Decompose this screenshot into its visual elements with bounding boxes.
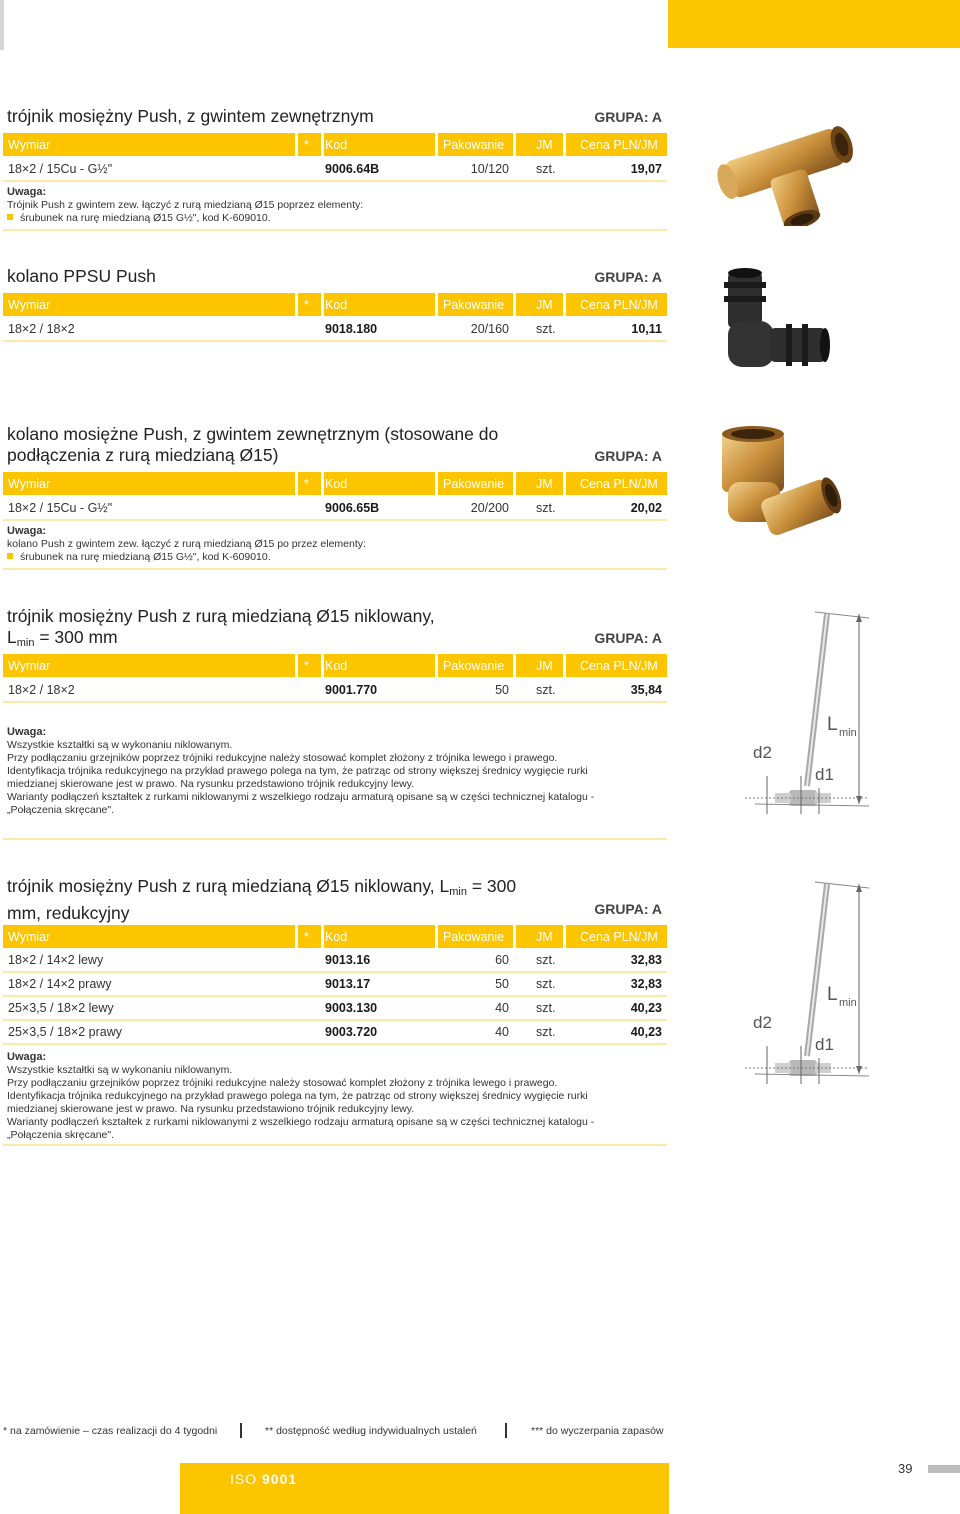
section-4-note bbox=[7, 726, 667, 817]
section-3-title-line-1: kolano mosiężne Push, z gwintem zewnętrznym (stosowane do bbox=[7, 424, 499, 444]
cell-pakowanie: 50 bbox=[495, 683, 509, 697]
title-a: trójnik mosiężny Push z rurą miedzianą Ø15 niklowany, L bbox=[7, 876, 450, 896]
note-line: „Połączenia skręcane". bbox=[7, 1129, 115, 1141]
section-5-title-line-2: mm, redukcyjny bbox=[7, 903, 130, 923]
header-cena: Cena PLN/JM bbox=[580, 477, 658, 491]
uwaga-label: Uwaga: bbox=[7, 726, 47, 738]
title-min-subscript: min bbox=[449, 886, 467, 898]
footer-separator bbox=[240, 1423, 242, 1438]
label-l: L bbox=[827, 984, 838, 1005]
table-row bbox=[3, 997, 667, 1021]
header-cena: Cena PLN/JM bbox=[580, 138, 658, 152]
title-l: L bbox=[7, 627, 17, 647]
cell-jm: szt. bbox=[536, 162, 556, 176]
table-row bbox=[3, 973, 667, 997]
cell-pakowanie: 60 bbox=[495, 953, 509, 967]
cell-cena: 32,83 bbox=[630, 977, 662, 991]
note-line: Warianty podłączeń kształtek z rurkami niklowanymi z wszelkiego rodzaju armaturą opisane są w części technicznej katalogu - bbox=[7, 1116, 595, 1128]
grupa-label: GRUPA: bbox=[594, 448, 649, 464]
cell-cena: 20,02 bbox=[630, 501, 662, 515]
cell-jm: szt. bbox=[536, 501, 556, 515]
cell-kod: 9013.16 bbox=[325, 953, 371, 967]
section-4-table-header bbox=[3, 654, 667, 677]
note-line: kolano Push z gwintem zew. łączyć z rurą miedzianą Ø15 po przez elementy: bbox=[7, 538, 366, 550]
cell-pakowanie: 50 bbox=[495, 977, 509, 991]
iso-9001-logo bbox=[230, 1471, 297, 1487]
grupa-value: A bbox=[651, 448, 662, 464]
table-row bbox=[3, 318, 667, 342]
note-line: Identyfikacja trójnika redukcyjnego na przykład prawego polega na tym, że patrząc od strony większej średnicy wygięcie rurki bbox=[7, 765, 588, 777]
table-row bbox=[3, 1021, 667, 1045]
footer-note-2: ** dostępność według indywidualnych ustaleń bbox=[265, 1425, 477, 1437]
cell-kod: 9001.770 bbox=[325, 683, 378, 697]
header-pakowanie: Pakowanie bbox=[443, 477, 505, 491]
header-pakowanie: Pakowanie bbox=[443, 298, 505, 312]
uwaga-label: Uwaga: bbox=[7, 186, 47, 198]
cell-jm: szt. bbox=[536, 683, 556, 697]
table-row bbox=[3, 497, 667, 521]
cell-wymiar: 18×2 / 18×2 bbox=[8, 322, 75, 336]
label-min: min bbox=[839, 727, 857, 739]
header-jm: JM bbox=[536, 659, 553, 673]
cell-wymiar: 18×2 / 15Cu - G½" bbox=[8, 501, 113, 515]
section-5-grupa bbox=[560, 901, 662, 917]
tee-pipe-dimension-diagram bbox=[745, 608, 877, 823]
section-divider bbox=[3, 838, 667, 840]
header-kod: Kod bbox=[325, 477, 348, 491]
grupa-value: A bbox=[651, 901, 662, 917]
section-5-table-header bbox=[3, 925, 667, 948]
header-wymiar: Wymiar bbox=[8, 659, 51, 673]
cell-kod: 9006.64B bbox=[325, 162, 380, 176]
header-star: * bbox=[304, 930, 309, 944]
header-jm: JM bbox=[536, 477, 553, 491]
header-kod: Kod bbox=[325, 930, 348, 944]
cell-pakowanie: 10/120 bbox=[470, 162, 509, 176]
section-4-title-line-1: trójnik mosiężny Push z rurą miedzianą Ø15 niklowany, bbox=[7, 606, 435, 626]
grupa-label: GRUPA: bbox=[594, 109, 649, 125]
table-row bbox=[3, 158, 667, 182]
cell-jm: szt. bbox=[536, 953, 556, 967]
section-1-note bbox=[7, 186, 667, 225]
section-3-title bbox=[7, 424, 547, 466]
cell-cena: 10,11 bbox=[631, 322, 662, 336]
header-kod: Kod bbox=[325, 298, 348, 312]
note-line: „Połączenia skręcane". bbox=[7, 804, 115, 816]
page-number-bar bbox=[928, 1465, 960, 1473]
section-4-title bbox=[7, 606, 547, 654]
header-kod: Kod bbox=[325, 659, 348, 673]
section-5-note bbox=[7, 1051, 667, 1142]
ppsu-elbow-fitting-image bbox=[714, 266, 832, 384]
note-bullet bbox=[7, 551, 667, 564]
section-4-grupa bbox=[560, 630, 662, 646]
footer-note-3: *** do wyczerpania zapasów bbox=[531, 1425, 664, 1437]
cell-jm: szt. bbox=[536, 977, 556, 991]
header-cena: Cena PLN/JM bbox=[580, 930, 658, 944]
header-star: * bbox=[304, 298, 309, 312]
cell-cena: 32,83 bbox=[630, 953, 662, 967]
header-cena: Cena PLN/JM bbox=[580, 298, 658, 312]
label-d2: d2 bbox=[753, 1013, 772, 1032]
title-b: = 300 bbox=[466, 876, 517, 896]
header-wymiar: Wymiar bbox=[8, 138, 51, 152]
header-wymiar: Wymiar bbox=[8, 298, 51, 312]
grupa-label: GRUPA: bbox=[594, 630, 649, 646]
bullet-marker bbox=[7, 553, 13, 559]
note-line: Trójnik Push z gwintem zew. łączyć z rurą miedzianą Ø15 poprzez elementy: bbox=[7, 199, 364, 211]
header-kod: Kod bbox=[325, 138, 348, 152]
section-5-title bbox=[7, 876, 547, 924]
footer-separator bbox=[505, 1423, 507, 1438]
note-line: miedzianej skierowane jest w prawo. Na rysunku przedstawiono trójnik redukcyjny lewy. bbox=[7, 1103, 415, 1115]
header-wymiar: Wymiar bbox=[8, 930, 51, 944]
note-line: Wszystkie kształtki są w wykonaniu niklowanym. bbox=[7, 1064, 233, 1076]
title-rest: = 300 mm bbox=[34, 627, 118, 647]
label-d2: d2 bbox=[753, 743, 772, 762]
page-number: 39 bbox=[898, 1461, 913, 1476]
cell-kod: 9006.65B bbox=[325, 501, 380, 515]
brass-elbow-fitting-image bbox=[714, 424, 842, 544]
cell-wymiar: 25×3,5 / 18×2 prawy bbox=[8, 1025, 122, 1039]
header-pakowanie: Pakowanie bbox=[443, 930, 505, 944]
section-1-title: trójnik mosiężny Push, z gwintem zewnętrznym bbox=[7, 106, 374, 126]
cell-wymiar: 25×3,5 / 18×2 lewy bbox=[8, 1001, 114, 1015]
left-edge-bar bbox=[0, 0, 4, 50]
section-1-grupa bbox=[560, 109, 662, 125]
note-line: Przy podłączaniu grzejników poprzez trójniki redukcyjne należy stosować komplet złożony z trójnika lewego i prawego. bbox=[7, 752, 558, 764]
label-l: L bbox=[827, 714, 838, 735]
title-min-subscript: min bbox=[16, 637, 35, 649]
uwaga-label: Uwaga: bbox=[7, 525, 47, 537]
note-line: Identyfikacja trójnika redukcyjnego na przykład prawego polega na tym, że patrząc od strony większej średnicy wygięcie rurki bbox=[7, 1090, 588, 1102]
header-star: * bbox=[304, 477, 309, 491]
cell-wymiar: 18×2 / 18×2 bbox=[8, 683, 75, 697]
cell-jm: szt. bbox=[536, 1025, 556, 1039]
header-star: * bbox=[304, 659, 309, 673]
section-2-table-header bbox=[3, 293, 667, 316]
header-jm: JM bbox=[536, 298, 553, 312]
grupa-label: GRUPA: bbox=[594, 901, 649, 917]
cell-pakowanie: 20/200 bbox=[470, 501, 509, 515]
grupa-value: A bbox=[651, 269, 662, 285]
section-3-title-line-2: podłączenia z rurą miedzianą Ø15) bbox=[7, 445, 279, 465]
note-line: Przy podłączaniu grzejników poprzez trójniki redukcyjne należy stosować komplet złożony z trójnika lewego i prawego. bbox=[7, 1077, 558, 1089]
cell-wymiar: 18×2 / 14×2 lewy bbox=[8, 953, 104, 967]
section-4-title-line-2 bbox=[7, 627, 547, 654]
header-jm: JM bbox=[536, 930, 553, 944]
cell-wymiar: 18×2 / 14×2 prawy bbox=[8, 977, 112, 991]
cell-pakowanie: 40 bbox=[495, 1001, 509, 1015]
cell-cena: 35,84 bbox=[630, 683, 662, 697]
cell-jm: szt. bbox=[536, 1001, 556, 1015]
section-divider bbox=[3, 568, 667, 570]
table-row bbox=[3, 679, 667, 703]
bullet-text: śrubunek na rurę miedzianą Ø15 G½", kod K-609010. bbox=[20, 212, 271, 224]
note-bullet bbox=[7, 212, 667, 225]
grupa-value: A bbox=[651, 630, 662, 646]
table-row bbox=[3, 949, 667, 973]
section-divider bbox=[3, 1144, 667, 1146]
header-pakowanie: Pakowanie bbox=[443, 659, 505, 673]
iso-number: 9001 bbox=[262, 1471, 298, 1487]
cell-kod: 9003.130 bbox=[325, 1001, 378, 1015]
header-wymiar: Wymiar bbox=[8, 477, 51, 491]
uwaga-label: Uwaga: bbox=[7, 1051, 47, 1063]
section-divider bbox=[3, 229, 667, 231]
note-line: miedzianej skierowane jest w prawo. Na rysunku przedstawiono trójnik redukcyjny lewy. bbox=[7, 778, 415, 790]
section-3-table-header bbox=[3, 472, 667, 495]
note-line: Warianty podłączeń kształtek z rurkami niklowanymi z wszelkiego rodzaju armaturą opisane są w części technicznej katalogu - bbox=[7, 791, 595, 803]
header-cena: Cena PLN/JM bbox=[580, 659, 658, 673]
bullet-marker bbox=[7, 214, 13, 220]
section-2-title: kolano PPSU Push bbox=[7, 266, 156, 286]
cell-cena: 40,23 bbox=[630, 1025, 662, 1039]
cell-pakowanie: 20/160 bbox=[470, 322, 509, 336]
label-d1: d1 bbox=[815, 1035, 834, 1054]
section-5-title-line-1 bbox=[7, 876, 547, 903]
header-jm: JM bbox=[536, 138, 553, 152]
iso-text: ISO bbox=[230, 1471, 258, 1487]
cell-jm: szt. bbox=[536, 322, 556, 336]
reducing-tee-pipe-dimension-diagram bbox=[745, 878, 877, 1093]
section-3-grupa bbox=[560, 448, 662, 464]
cell-kod: 9013.17 bbox=[325, 977, 371, 991]
cell-wymiar: 18×2 / 15Cu - G½" bbox=[8, 162, 113, 176]
section-2-grupa bbox=[560, 269, 662, 285]
cell-pakowanie: 40 bbox=[495, 1025, 509, 1039]
cell-kod: 9003.720 bbox=[325, 1025, 378, 1039]
section-1-table-header bbox=[3, 133, 667, 156]
bullet-text: śrubunek na rurę miedzianą Ø15 G½", kod K-609010. bbox=[20, 551, 271, 563]
grupa-label: GRUPA: bbox=[594, 269, 649, 285]
footer-note-1: * na zamówienie – czas realizacji do 4 tygodni bbox=[3, 1425, 218, 1437]
header-pakowanie: Pakowanie bbox=[443, 138, 505, 152]
grupa-value: A bbox=[651, 109, 662, 125]
label-d1: d1 bbox=[815, 765, 834, 784]
top-accent-block bbox=[668, 0, 960, 48]
note-line: Wszystkie kształtki są w wykonaniu niklowanym. bbox=[7, 739, 233, 751]
cell-kod: 9018.180 bbox=[325, 322, 378, 336]
brass-tee-fitting-image bbox=[710, 104, 860, 226]
label-min: min bbox=[839, 997, 857, 1009]
header-star: * bbox=[304, 138, 309, 152]
cell-cena: 40,23 bbox=[630, 1001, 662, 1015]
section-3-note bbox=[7, 525, 667, 564]
cell-cena: 19,07 bbox=[630, 162, 662, 176]
